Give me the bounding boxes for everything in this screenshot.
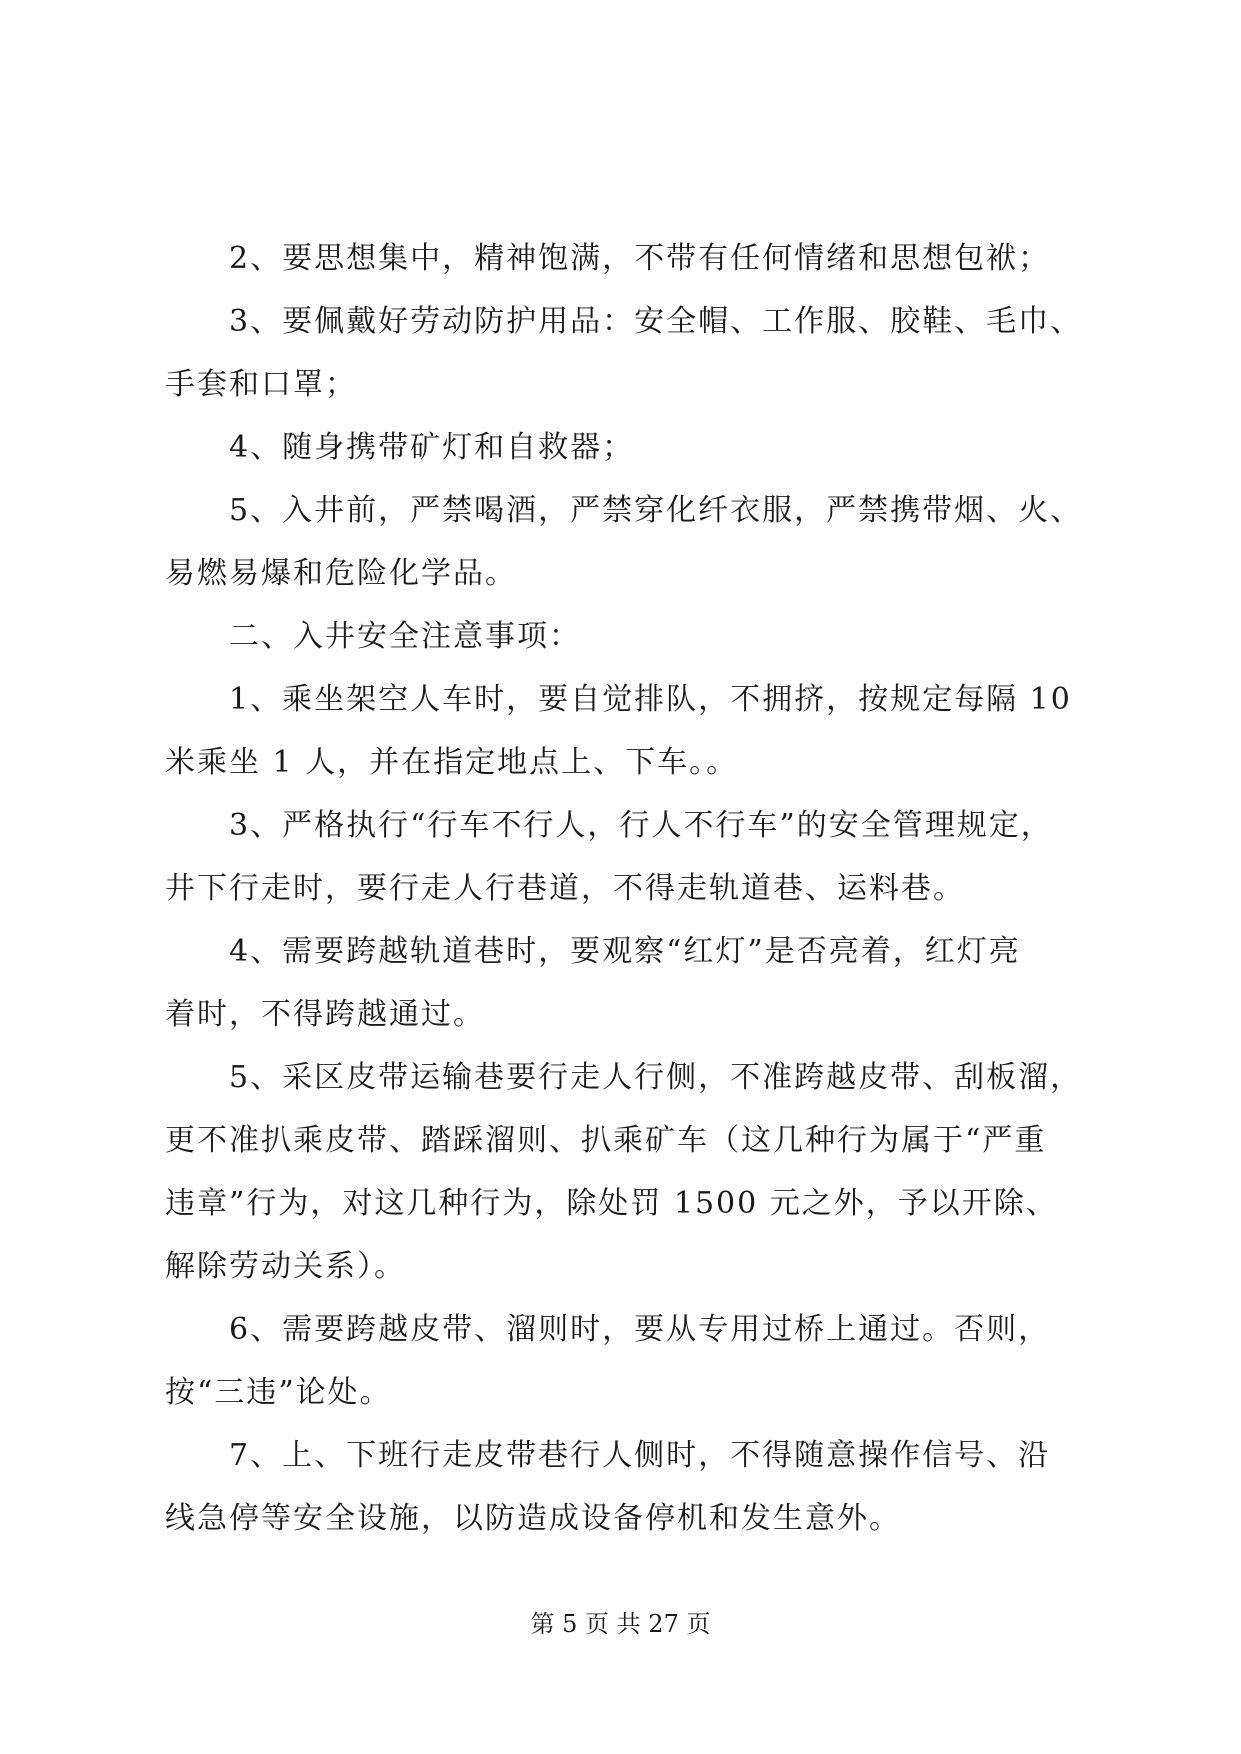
paragraph-line: 井下行走时，要行走人行巷道，不得走轨道巷、运料巷。 [165,871,965,906]
section-heading: 二、入井安全注意事项： [229,619,581,654]
paragraph-line: 易燃易爆和危险化学品。 [165,556,517,591]
paragraph-line: 2、要思想集中，精神饱满，不带有任何情绪和思想包袱； [229,241,1051,276]
paragraph-line: 4、需要跨越轨道巷时，要观察“红灯”是否亮着，红灯亮 [229,934,1021,969]
paragraph-line: 5、采区皮带运输巷要行走人行侧，不准跨越皮带、刮板溜， [229,1060,1083,1095]
paragraph-line: 4、随身携带矿灯和自救器； [229,430,635,465]
page-footer: 第 5 页 共 27 页 [530,1610,711,1638]
paragraph-line: 3、严格执行“行车不行人，行人不行车”的安全管理规定， [229,808,1053,843]
paragraph-line: 手套和口罩； [165,367,357,402]
paragraph-line: 违章”行为，对这几种行为，除处罚 1500 元之外，予以开除、 [165,1186,1058,1221]
paragraph-line: 米乘坐 1 人，并在指定地点上、下车。。 [165,745,739,780]
paragraph-line: 着时，不得跨越通过。 [165,997,485,1032]
paragraph-line: 按“三违”论处。 [165,1375,392,1410]
paragraph-line: 3、要佩戴好劳动防护用品：安全帽、工作服、胶鞋、毛巾、 [229,304,1083,339]
paragraph-line: 更不准扒乘皮带、踏踩溜则、扒乘矿车（这几种行为属于“严重 [165,1123,1047,1158]
paragraph-line: 5、入井前，严禁喝酒，严禁穿化纤衣服，严禁携带烟、火、 [229,493,1083,528]
paragraph-line: 解除劳动关系）。 [165,1249,406,1284]
paragraph-line: 7、上、下班行走皮带巷行人侧时，不得随意操作信号、沿 [229,1438,1051,1473]
paragraph-line: 线急停等安全设施，以防造成设备停机和发生意外。 [165,1501,901,1536]
paragraph-line: 1、乘坐架空人车时，要自觉排队，不拥挤，按规定每隔 10 [229,682,1072,717]
document-body [165,227,1085,1550]
paragraph-line: 6、需要跨越皮带、溜则时，要从专用过桥上通过。否则， [229,1312,1051,1347]
